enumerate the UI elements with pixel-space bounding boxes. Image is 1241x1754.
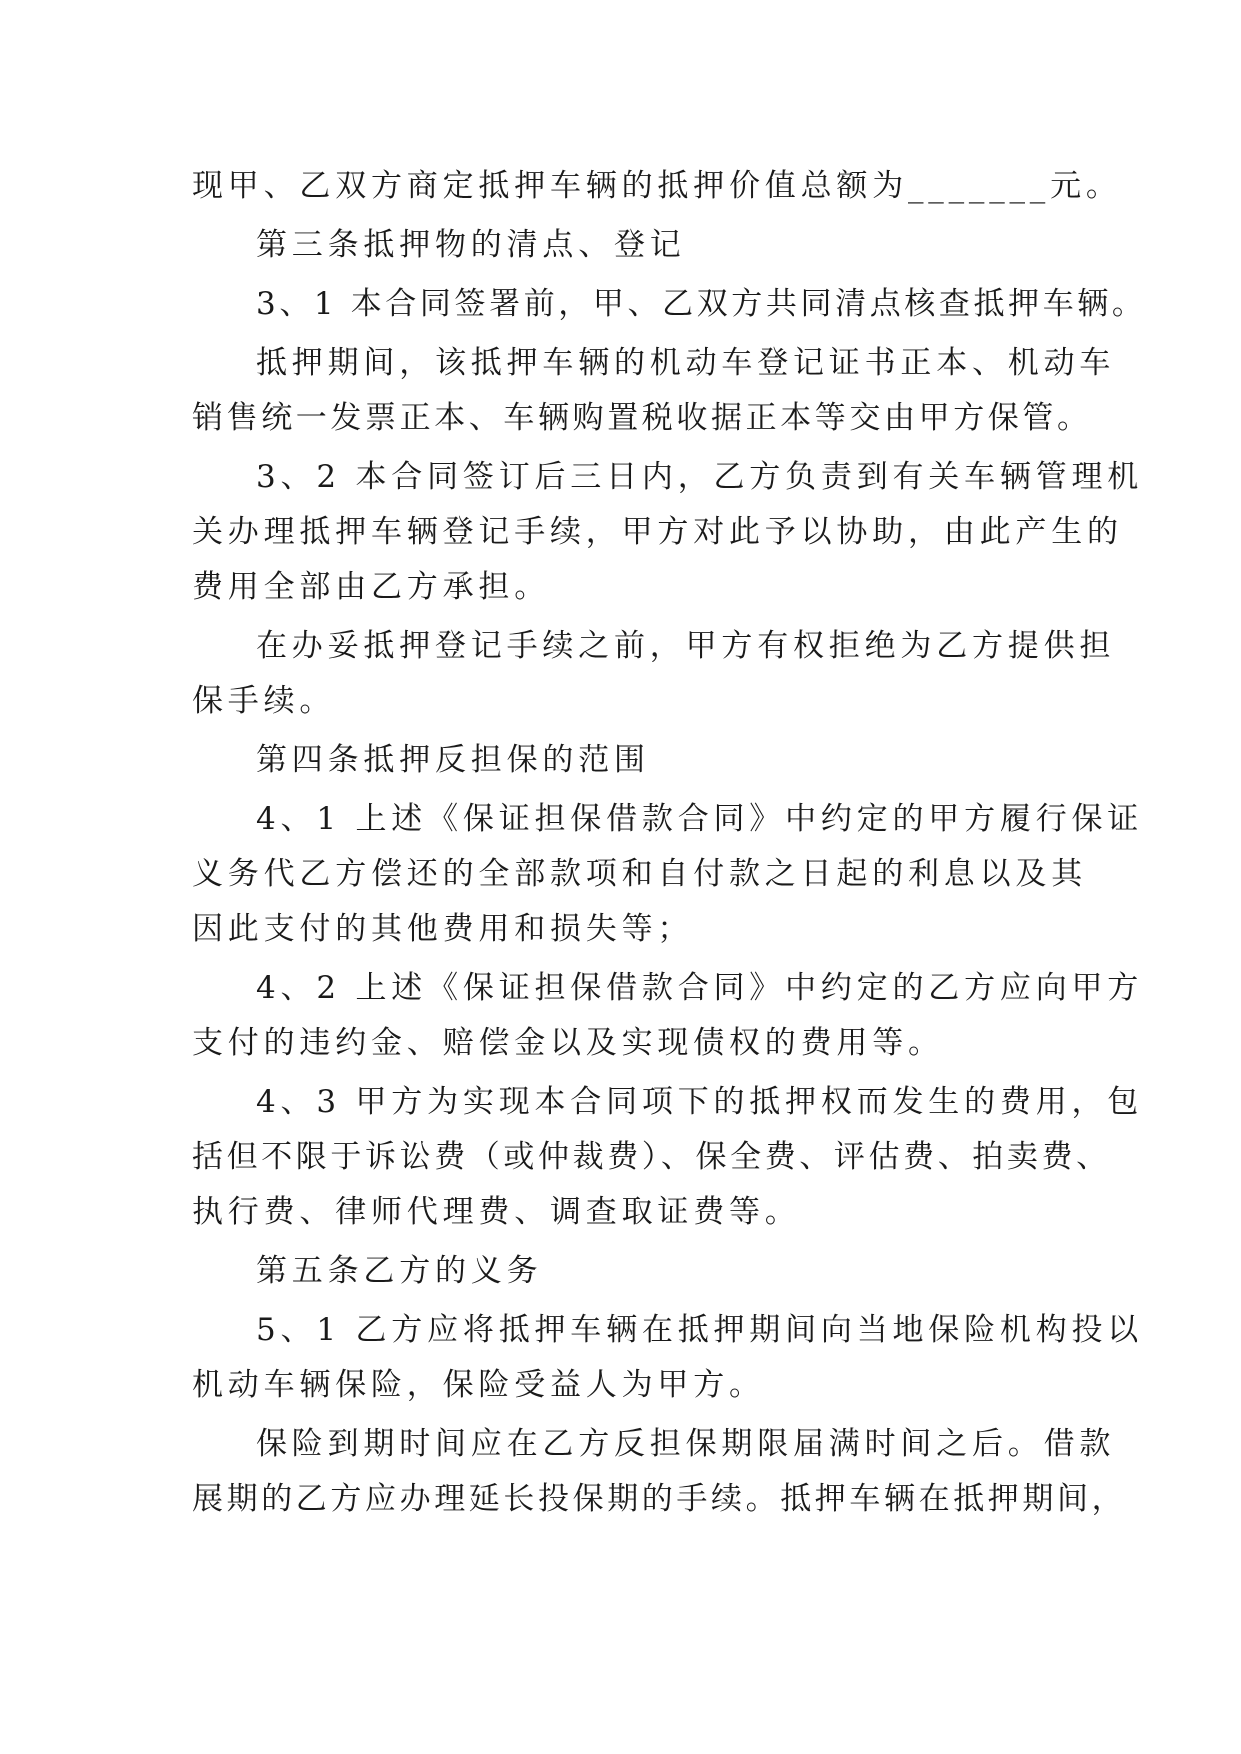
paragraph-line: 4、3 甲方为实现本合同项下的抵押权而发生的费用，包 — [256, 1084, 1144, 1120]
paragraph-line: 抵押期间，该抵押车辆的机动车登记证书正本、机动车 — [256, 345, 1116, 381]
section-heading: 第四条抵押反担保的范围 — [256, 742, 650, 778]
paragraph-line: 3、1 本合同签署前，甲、乙双方共同清点核查抵押车辆。 — [256, 286, 1147, 322]
paragraph-line: 展期的乙方应办理延长投保期的手续。抵押车辆在抵押期间， — [192, 1481, 1127, 1517]
paragraph-line: 括但不限于诉讼费（或仲裁费）、保全费、评估费、拍卖费、 — [192, 1139, 1111, 1175]
paragraph-line: 因此支付的其他费用和损失等； — [192, 911, 694, 947]
paragraph-line: 4、1 上述《保证担保借款合同》中约定的甲方履行保证 — [256, 801, 1144, 837]
paragraph-line: 4、2 上述《保证担保借款合同》中约定的乙方应向甲方 — [256, 970, 1144, 1006]
paragraph-line: 执行费、律师代理费、调查取证费等。 — [192, 1194, 801, 1230]
paragraph-line: 费用全部由乙方承担。 — [192, 569, 550, 605]
paragraph-line: 支付的违约金、赔偿金以及实现债权的费用等。 — [192, 1025, 944, 1061]
paragraph-line: 在办妥抵押登记手续之前，甲方有权拒绝为乙方提供担 — [256, 628, 1116, 664]
section-heading: 第五条乙方的义务 — [256, 1253, 543, 1289]
paragraph-line: 义务代乙方偿还的全部款项和自付款之日起的利息以及其 — [192, 856, 1087, 892]
section-heading: 第三条抵押物的清点、登记 — [256, 227, 686, 263]
paragraph-line: 销售统一发票正本、车辆购置税收据正本等交由甲方保管。 — [192, 400, 1092, 436]
paragraph-line: 保险到期时间应在乙方反担保期限届满时间之后。借款 — [256, 1426, 1116, 1462]
paragraph-line: 关办理抵押车辆登记手续，甲方对此予以协助，由此产生的 — [192, 514, 1123, 550]
paragraph-line: 机动车辆保险，保险受益人为甲方。 — [192, 1367, 765, 1403]
paragraph-line: 现甲、乙双方商定抵押车辆的抵押价值总额为_______元。 — [192, 168, 1122, 204]
paragraph-line: 3、2 本合同签订后三日内，乙方负责到有关车辆管理机 — [256, 459, 1144, 495]
paragraph-line: 5、1 乙方应将抵押车辆在抵押期间向当地保险机构投以 — [256, 1312, 1144, 1348]
paragraph-line: 保手续。 — [192, 683, 336, 719]
